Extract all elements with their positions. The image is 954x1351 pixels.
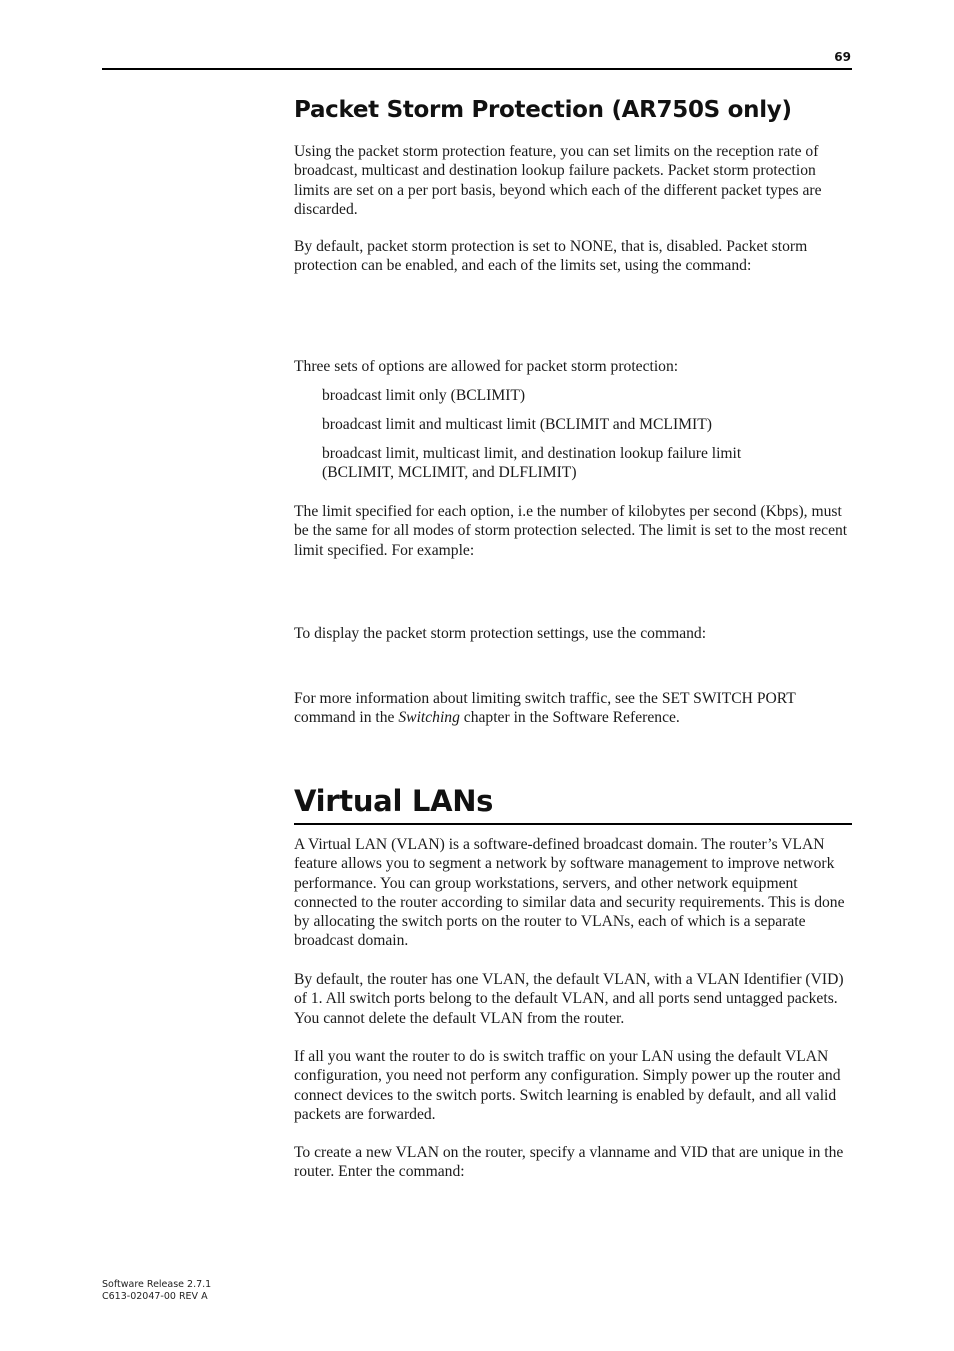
paragraph-more-info xyxy=(294,689,854,728)
paragraph: By default, packet storm protection is set to NONE, that is, disabled. Packet storm protection can be enabled, and each of the limits set, using the command: xyxy=(294,238,808,275)
paragraph: Using the packet storm protection feature, you can set limits on the reception rate of broadcast, multicast and destination lookup failure packets. Packet storm protection limits are set on a per port basis, beyond which each of the different packet types are discarded. xyxy=(294,143,822,218)
paragraph: The limit specified for each option, i.e the number of kilobytes per second (Kbps), must be the same for all modes of storm protection selected. The limit is set to the most recent limit specified. For example: xyxy=(294,503,848,559)
list-item: broadcast limit, multicast limit, and destination lookup failure limit (BCLIMIT, MCLIMIT, and DLFLIMIT) xyxy=(322,445,742,482)
footer-doc-number: C613-02047-00 REV A xyxy=(102,1291,208,1302)
list-item: broadcast limit and multicast limit (BCLIMIT and MCLIMIT) xyxy=(322,416,712,433)
text-span: For more information about limiting switch traffic, see the SET SWITCH PORT command in the xyxy=(294,690,796,727)
paragraph: A Virtual LAN (VLAN) is a software-defined broadcast domain. The router’s VLAN feature allows you to segment a network by software management to improve network performance. You can group workstations, servers, and other network equipment connected to the router according to similar data and security requirements. This is done by allocating the switch ports on the router to VLANs, each of which is a separate broadcast domain. xyxy=(294,836,845,950)
list-item: broadcast limit only (BCLIMIT) xyxy=(322,387,526,404)
page-number: 69 xyxy=(834,50,851,64)
paragraph: To create a new VLAN on the router, specify a vlanname and VID that are unique in the router. Enter the command: xyxy=(294,1144,844,1181)
paragraph: By default, the router has one VLAN, the default VLAN, with a VLAN Identifier (VID) of 1. All switch ports belong to the default VLAN, and all ports send untagged packets. You cannot delete the default VLAN from the router. xyxy=(294,971,844,1027)
footer-release: Software Release 2.7.1 xyxy=(102,1279,212,1290)
header-rule xyxy=(102,68,852,70)
paragraph: If all you want the router to do is switch traffic on your LAN using the default VLAN configuration, you need not perform any configuration. Simply power up the router and connect devices to the switch ports. Switch learning is enabled by default, and all valid packets are forwarded. xyxy=(294,1048,841,1123)
section-heading-packet-storm: Packet Storm Protection (AR750S only) xyxy=(294,97,792,123)
paragraph: Three sets of options are allowed for packet storm protection: xyxy=(294,358,679,375)
chapter-reference: Switching xyxy=(398,709,460,727)
footer xyxy=(102,1279,211,1303)
heading-rule xyxy=(294,823,852,825)
paragraph: To display the packet storm protection settings, use the command: xyxy=(294,625,707,642)
text-span: chapter in the Software Reference. xyxy=(459,709,680,727)
section-heading-virtual-lans: Virtual LANs xyxy=(294,784,494,818)
